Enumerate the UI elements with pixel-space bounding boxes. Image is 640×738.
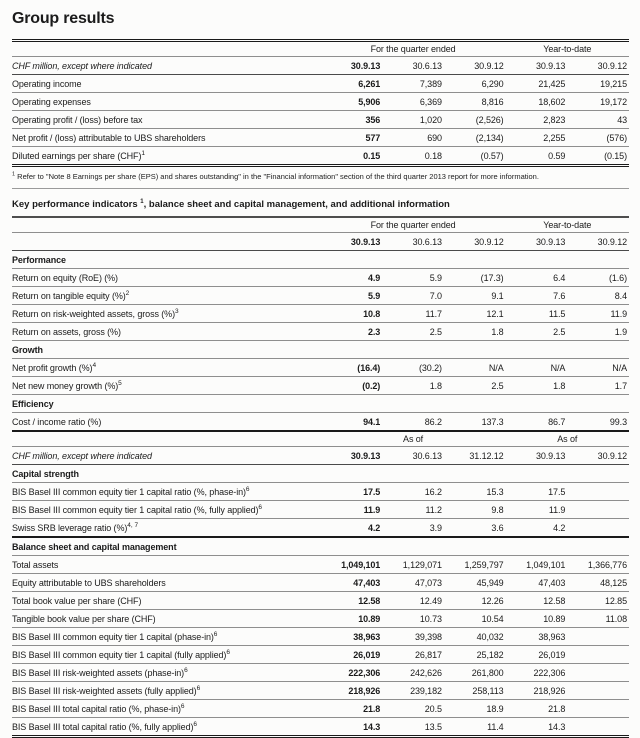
footnote-ref: 6 xyxy=(226,649,230,656)
date-header: 30.9.13 xyxy=(321,233,383,251)
value-cell: 5,906 xyxy=(321,93,383,111)
footnote-ref: 3 xyxy=(174,308,179,315)
value-cell: (0.57) xyxy=(444,147,506,166)
row-label-text: BIS Basel III risk-weighted assets (phase-in) xyxy=(12,668,185,678)
value-cell: 11.9 xyxy=(506,501,568,519)
value-cell: 18,602 xyxy=(506,93,568,111)
value-cell xyxy=(567,646,629,664)
table-row xyxy=(12,287,629,305)
value-cell: 7.6 xyxy=(506,287,568,305)
spacer-cell xyxy=(12,41,321,57)
section-heading-row xyxy=(12,395,629,413)
value-cell: 6,369 xyxy=(382,93,444,111)
row-label-text: Net new money growth (%) xyxy=(12,381,119,391)
footnote-marker: 1 xyxy=(12,171,16,178)
dates-header-row xyxy=(12,57,629,75)
value-cell: 222,306 xyxy=(506,664,568,682)
table-row xyxy=(12,147,629,166)
table-row xyxy=(12,646,629,664)
value-cell: 6.4 xyxy=(506,269,568,287)
value-cell: 21,425 xyxy=(506,75,568,93)
value-cell: 1.8 xyxy=(506,377,568,395)
value-cell: (1.6) xyxy=(567,269,629,287)
table-row xyxy=(12,75,629,93)
table-row xyxy=(12,592,629,610)
value-cell: 19,172 xyxy=(567,93,629,111)
row-label xyxy=(12,129,321,147)
spacer-cell xyxy=(12,233,321,251)
column-groups-row xyxy=(12,217,629,233)
table-row xyxy=(12,610,629,628)
value-cell: 1,020 xyxy=(382,111,444,129)
value-cell: 26,019 xyxy=(506,646,568,664)
value-cell: 1,129,071 xyxy=(382,556,444,574)
table-row xyxy=(12,664,629,682)
row-label xyxy=(12,592,321,610)
dates-header-row xyxy=(12,233,629,251)
value-cell: (0.2) xyxy=(321,377,383,395)
value-cell: 7,389 xyxy=(382,75,444,93)
quarter-ended-group-header: For the quarter ended xyxy=(321,41,506,57)
value-cell xyxy=(567,501,629,519)
value-cell xyxy=(567,483,629,501)
row-label xyxy=(12,269,321,287)
value-cell: N/A xyxy=(506,359,568,377)
value-cell: (576) xyxy=(567,129,629,147)
value-cell: 1.8 xyxy=(382,377,444,395)
footnote-ref: 4 xyxy=(92,362,97,369)
table-row xyxy=(12,628,629,646)
value-cell: 4.2 xyxy=(321,519,383,538)
value-cell xyxy=(567,519,629,538)
value-cell: 2,255 xyxy=(506,129,568,147)
value-cell: 86.7 xyxy=(506,413,568,432)
value-cell: 218,926 xyxy=(506,682,568,700)
value-cell: 2.3 xyxy=(321,323,383,341)
table-row xyxy=(12,323,629,341)
row-label xyxy=(12,682,321,700)
asof-group-header: As of xyxy=(506,431,629,447)
value-cell: 12.1 xyxy=(444,305,506,323)
value-cell xyxy=(567,664,629,682)
date-header: 30.6.13 xyxy=(382,447,444,465)
value-cell: 11.7 xyxy=(382,305,444,323)
row-label-text: Tangible book value per share (CHF) xyxy=(12,614,156,624)
value-cell: 12.58 xyxy=(321,592,383,610)
value-cell: 11.5 xyxy=(506,305,568,323)
value-cell: 17.5 xyxy=(506,483,568,501)
value-cell: 10.54 xyxy=(444,610,506,628)
footnote xyxy=(12,172,629,189)
spacer-cell xyxy=(12,431,321,447)
row-label xyxy=(12,700,321,718)
table-row xyxy=(12,556,629,574)
date-header: 30.9.12 xyxy=(567,233,629,251)
value-cell: (2,134) xyxy=(444,129,506,147)
value-cell: 20.5 xyxy=(382,700,444,718)
page-title: Group results xyxy=(12,10,115,27)
value-cell: 222,306 xyxy=(321,664,383,682)
footnote-ref: 4, 7 xyxy=(127,522,139,529)
row-label-text: Operating expenses xyxy=(12,97,91,107)
row-label xyxy=(12,664,321,682)
value-cell: 10.8 xyxy=(321,305,383,323)
row-label-text: BIS Basel III risk-weighted assets (fully applied) xyxy=(12,686,197,696)
value-cell: (30.2) xyxy=(382,359,444,377)
footnote-ref: 6 xyxy=(180,703,185,710)
row-label-text: Operating profit / (loss) before tax xyxy=(12,115,143,125)
quarter-ended-group-header: For the quarter ended xyxy=(321,217,506,233)
row-label xyxy=(12,323,321,341)
footnote-ref: 5 xyxy=(118,380,122,387)
value-cell: 1,366,776 xyxy=(567,556,629,574)
section-heading: Growth xyxy=(12,341,629,359)
row-label-text: Operating income xyxy=(12,79,82,89)
table-row xyxy=(12,269,629,287)
unit-label: CHF million, except where indicated xyxy=(12,57,321,75)
date-header: 30.9.13 xyxy=(506,233,568,251)
row-label-text: Net profit / (loss) attributable to UBS shareholders xyxy=(12,133,206,143)
value-cell: 1,049,101 xyxy=(321,556,383,574)
date-header: 31.12.12 xyxy=(444,447,506,465)
value-cell: 38,963 xyxy=(321,628,383,646)
value-cell: 10.89 xyxy=(321,610,383,628)
value-cell: 239,182 xyxy=(382,682,444,700)
value-cell: 26,817 xyxy=(382,646,444,664)
row-label xyxy=(12,574,321,592)
asof-group-header: As of xyxy=(321,431,506,447)
value-cell: (17.3) xyxy=(444,269,506,287)
value-cell: 0.18 xyxy=(382,147,444,166)
value-cell xyxy=(567,700,629,718)
section-heading: Balance sheet and capital management xyxy=(12,537,629,556)
table-row xyxy=(12,359,629,377)
value-cell: 99.3 xyxy=(567,413,629,432)
row-label xyxy=(12,519,321,538)
date-header: 30.9.13 xyxy=(506,447,568,465)
row-label xyxy=(12,610,321,628)
value-cell: 261,800 xyxy=(444,664,506,682)
value-cell: 38,963 xyxy=(506,628,568,646)
year-to-date-group-header: Year-to-date xyxy=(506,217,629,233)
value-cell: 2.5 xyxy=(444,377,506,395)
date-header: 30.6.13 xyxy=(382,233,444,251)
row-label xyxy=(12,718,321,737)
value-cell: 9.8 xyxy=(444,501,506,519)
section-heading-row xyxy=(12,465,629,483)
value-cell: 2.5 xyxy=(506,323,568,341)
row-label-text: BIS Basel III common equity tier 1 capital (fully applied) xyxy=(12,650,227,660)
row-label-text: Diluted earnings per share (CHF) xyxy=(12,151,142,161)
value-cell: 14.3 xyxy=(506,718,568,737)
row-label xyxy=(12,377,321,395)
value-cell: 12.49 xyxy=(382,592,444,610)
value-cell: 40,032 xyxy=(444,628,506,646)
value-cell: 11.9 xyxy=(567,305,629,323)
table-row xyxy=(12,413,629,432)
section-heading: Capital strength xyxy=(12,465,629,483)
row-label-text: Return on risk-weighted assets, gross (%) xyxy=(12,309,175,319)
table-row xyxy=(12,483,629,501)
date-header: 30.9.13 xyxy=(506,57,568,75)
value-cell: 48,125 xyxy=(567,574,629,592)
date-header: 30.9.12 xyxy=(567,447,629,465)
value-cell: 19,215 xyxy=(567,75,629,93)
footnote-ref: 6 xyxy=(258,504,263,511)
value-cell: 7.0 xyxy=(382,287,444,305)
value-cell: 137.3 xyxy=(444,413,506,432)
value-cell: 39,398 xyxy=(382,628,444,646)
row-label xyxy=(12,305,321,323)
table-row xyxy=(12,718,629,737)
date-header: 30.9.13 xyxy=(321,447,383,465)
value-cell: 4.9 xyxy=(321,269,383,287)
value-cell: 11.9 xyxy=(321,501,383,519)
value-cell: 15.3 xyxy=(444,483,506,501)
value-cell: 45,949 xyxy=(444,574,506,592)
row-label-text: Total book value per share (CHF) xyxy=(12,596,142,606)
value-cell: 21.8 xyxy=(321,700,383,718)
row-label xyxy=(12,147,321,166)
date-header: 30.9.12 xyxy=(567,57,629,75)
table-row xyxy=(12,682,629,700)
row-label-text: Return on assets, gross (%) xyxy=(12,327,121,337)
unit-label: CHF million, except where indicated xyxy=(12,447,321,465)
row-label-text: Return on tangible equity (%) xyxy=(12,291,126,301)
value-cell: 0.59 xyxy=(506,147,568,166)
value-cell: 25,182 xyxy=(444,646,506,664)
date-header: 30.6.13 xyxy=(382,57,444,75)
footnote-ref: 6 xyxy=(193,721,198,728)
value-cell xyxy=(567,682,629,700)
table-row xyxy=(12,519,629,538)
section-heading-row xyxy=(12,537,629,556)
value-cell: 258,113 xyxy=(444,682,506,700)
row-label-text: BIS Basel III total capital ratio (%, phase-in) xyxy=(12,704,181,714)
footnote-ref: 1 xyxy=(141,150,145,157)
table-row xyxy=(12,305,629,323)
value-cell: N/A xyxy=(444,359,506,377)
row-label-text: BIS Basel III common equity tier 1 capital (phase-in) xyxy=(12,632,214,642)
value-cell: 8,816 xyxy=(444,93,506,111)
section-heading: Performance xyxy=(12,251,629,269)
value-cell: 2,823 xyxy=(506,111,568,129)
footnote-ref: 6 xyxy=(245,486,250,493)
value-cell: 690 xyxy=(382,129,444,147)
table-row xyxy=(12,377,629,395)
value-cell: 0.15 xyxy=(321,147,383,166)
table-row xyxy=(12,700,629,718)
value-cell: 12.58 xyxy=(506,592,568,610)
table-row xyxy=(12,501,629,519)
value-cell: 11.4 xyxy=(444,718,506,737)
value-cell: 5.9 xyxy=(382,269,444,287)
value-cell: 12.26 xyxy=(444,592,506,610)
year-to-date-group-header: Year-to-date xyxy=(506,41,629,57)
value-cell: 1.9 xyxy=(567,323,629,341)
value-cell: (16.4) xyxy=(321,359,383,377)
row-label-text: Cost / income ratio (%) xyxy=(12,417,102,427)
row-label-text: Return on equity (RoE) (%) xyxy=(12,273,118,283)
value-cell: (0.15) xyxy=(567,147,629,166)
value-cell: 4.2 xyxy=(506,519,568,538)
row-label-text: BIS Basel III total capital ratio (%, fully applied) xyxy=(12,722,194,732)
row-label-text: Swiss SRB leverage ratio (%) xyxy=(12,523,128,533)
kpi-table xyxy=(12,216,629,738)
row-label-text: Total assets xyxy=(12,560,59,570)
row-label xyxy=(12,628,321,646)
value-cell: 1,049,101 xyxy=(506,556,568,574)
value-cell: 13.5 xyxy=(382,718,444,737)
table-row xyxy=(12,574,629,592)
value-cell: 6,261 xyxy=(321,75,383,93)
value-cell: 3.9 xyxy=(382,519,444,538)
table-row xyxy=(12,129,629,147)
asof-dates-row xyxy=(12,447,629,465)
value-cell: 356 xyxy=(321,111,383,129)
row-label xyxy=(12,287,321,305)
value-cell: 10.89 xyxy=(506,610,568,628)
table-row xyxy=(12,93,629,111)
value-cell: 14.3 xyxy=(321,718,383,737)
value-cell: 43 xyxy=(567,111,629,129)
section-heading-row xyxy=(12,251,629,269)
footnote-ref: 6 xyxy=(184,667,188,674)
value-cell: 10.73 xyxy=(382,610,444,628)
date-header: 30.9.12 xyxy=(444,57,506,75)
value-cell: 47,403 xyxy=(506,574,568,592)
row-label xyxy=(12,646,321,664)
kpi-section-title xyxy=(12,199,629,210)
value-cell: 86.2 xyxy=(382,413,444,432)
value-cell: 47,073 xyxy=(382,574,444,592)
value-cell: 5.9 xyxy=(321,287,383,305)
value-cell: N/A xyxy=(567,359,629,377)
date-header: 30.9.12 xyxy=(444,233,506,251)
row-label xyxy=(12,359,321,377)
value-cell: (2,526) xyxy=(444,111,506,129)
footnote-text: Refer to "Note 8 Earnings per share (EPS) and shares outstanding" in the "Financial information" section of the third quarter 2013 report for more information. xyxy=(17,172,539,181)
row-label xyxy=(12,556,321,574)
column-groups-row xyxy=(12,41,629,57)
value-cell: 47,403 xyxy=(321,574,383,592)
row-label-text: BIS Basel III common equity tier 1 capital ratio (%, phase-in) xyxy=(12,487,246,497)
footnote-ref: 6 xyxy=(213,631,218,638)
section-heading: Efficiency xyxy=(12,395,629,413)
footnote-ref: 2 xyxy=(125,290,130,297)
kpi-title-text-cont: , balance sheet and capital management, and additional information xyxy=(143,199,450,210)
group-results-table xyxy=(12,39,629,167)
asof-groups-row xyxy=(12,431,629,447)
value-cell: 1.7 xyxy=(567,377,629,395)
value-cell: 6,290 xyxy=(444,75,506,93)
value-cell: 11.2 xyxy=(382,501,444,519)
value-cell: 18.9 xyxy=(444,700,506,718)
kpi-title-text: Key performance indicators xyxy=(12,199,141,210)
footnote-ref: 6 xyxy=(196,685,201,692)
value-cell: 8.4 xyxy=(567,287,629,305)
value-cell xyxy=(567,718,629,737)
date-header: 30.9.13 xyxy=(321,57,383,75)
value-cell: 2.5 xyxy=(382,323,444,341)
value-cell: 11.08 xyxy=(567,610,629,628)
value-cell: 577 xyxy=(321,129,383,147)
row-label xyxy=(12,75,321,93)
row-label xyxy=(12,413,321,432)
value-cell: 242,626 xyxy=(382,664,444,682)
footnote-ref: 1 xyxy=(140,198,144,205)
value-cell: 94.1 xyxy=(321,413,383,432)
row-label-text: Net profit growth (%) xyxy=(12,363,93,373)
value-cell: 26,019 xyxy=(321,646,383,664)
row-label-text: Equity attributable to UBS shareholders xyxy=(12,578,166,588)
value-cell: 17.5 xyxy=(321,483,383,501)
value-cell: 21.8 xyxy=(506,700,568,718)
table-row xyxy=(12,111,629,129)
value-cell: 218,926 xyxy=(321,682,383,700)
section-heading-row xyxy=(12,341,629,359)
value-cell: 9.1 xyxy=(444,287,506,305)
row-label xyxy=(12,93,321,111)
row-label xyxy=(12,501,321,519)
row-label-text: BIS Basel III common equity tier 1 capital ratio (%, fully applied) xyxy=(12,505,259,515)
value-cell: 1.8 xyxy=(444,323,506,341)
value-cell xyxy=(567,628,629,646)
row-label xyxy=(12,111,321,129)
value-cell: 3.6 xyxy=(444,519,506,538)
row-label xyxy=(12,483,321,501)
value-cell: 1,259,797 xyxy=(444,556,506,574)
value-cell: 16.2 xyxy=(382,483,444,501)
value-cell: 12.85 xyxy=(567,592,629,610)
spacer-cell xyxy=(12,217,321,233)
